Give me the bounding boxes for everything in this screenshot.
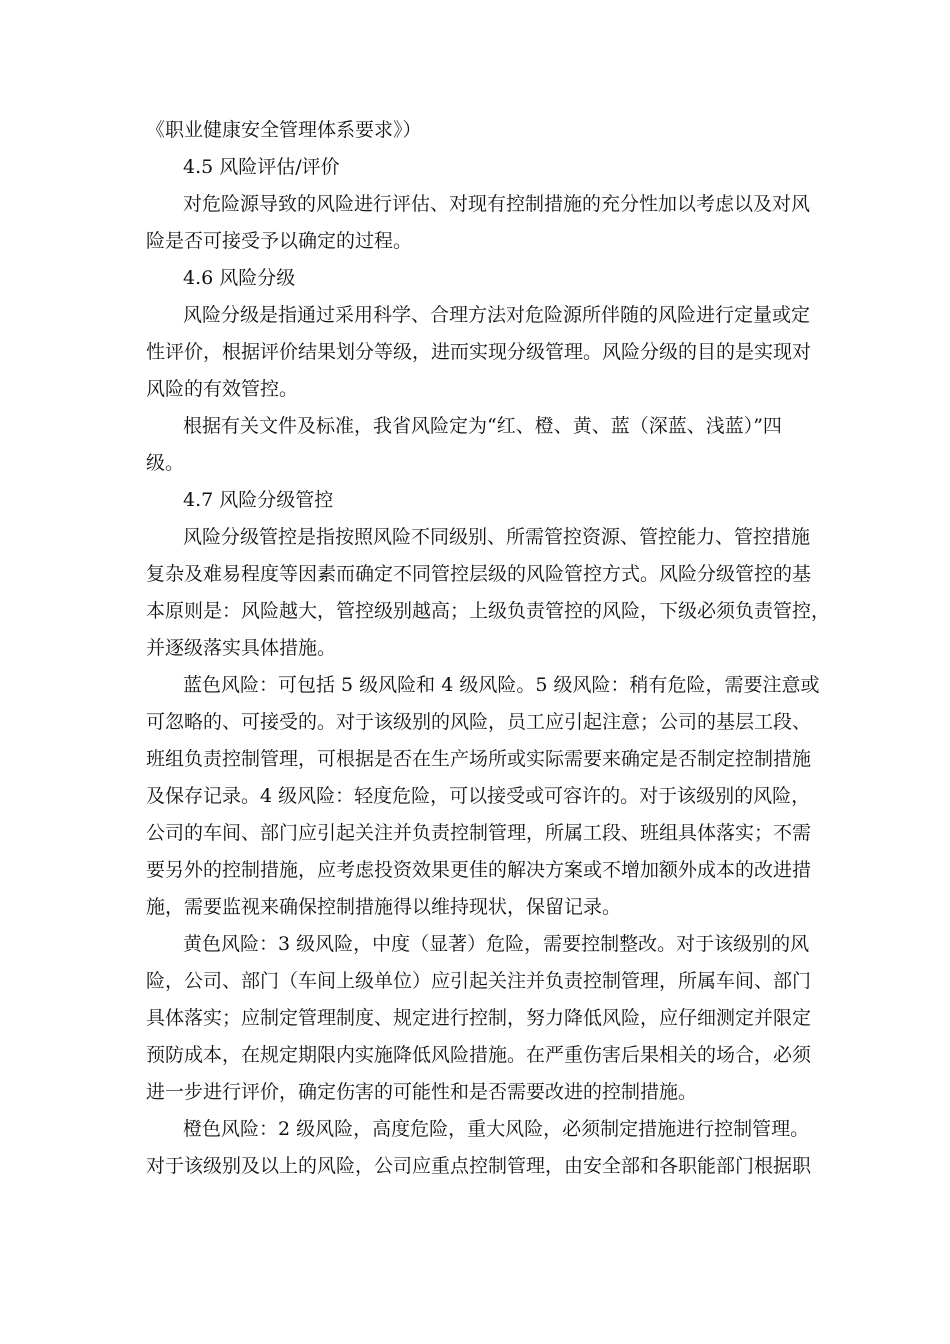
text-line: 风险分级管控是指按照风险不同级别、所需管控资源、管控能力、管控措施 [183,526,811,548]
text-line: 公司的车间、部门应引起关注并负责控制管理，所属工段、班组具体落实；不需 [146,822,812,844]
text-line: 可忽略的、可接受的。对于该级别的风险，员工应引起注意；公司的基层工段、 [146,711,812,733]
text-line: 进一步进行评价，确定伤害的可能性和是否需要改进的控制措施。 [146,1081,698,1103]
text-line: 施，需要监视来确保控制措施得以维持现状，保留记录。 [146,896,622,918]
text-line: 橙色风险：2 级风险，高度危险，重大风险，必须制定措施进行控制管理。 [183,1118,810,1140]
text-line: 复杂及难易程度等因素而确定不同管控层级的风险管控方式。风险分级管控的基 [146,563,812,585]
text-line: 及保存记录。4 级风险：轻度危险，可以接受或可容许的。对于该级别的风险， [146,785,811,807]
text-line: 风险的有效管控。 [146,378,299,400]
text-line: 对于该级别及以上的风险，公司应重点控制管理，由安全部和各职能部门根据职 [146,1155,812,1177]
section-heading-4-6: 4.6 风险分级 [183,267,296,289]
text-line: 本原则是：风险越大，管控级别越高；上级负责管控的风险，下级必须负责管控， [146,600,831,622]
text-line: 级。 [146,452,185,474]
text-line: 蓝色风险：可包括 5 级风险和 4 级风险。5 级风险：稍有危险，需要注意或 [183,674,820,696]
text-line: 黄色风险：3 级风险，中度（显著）危险，需要控制整改。对于该级别的风 [183,933,810,955]
text-line: 险是否可接受予以确定的过程。 [146,230,413,252]
section-heading-4-7: 4.7 风险分级管控 [183,489,334,511]
section-heading-4-5: 4.5 风险评估/评价 [183,156,340,178]
text-line: 险，公司、部门（车间上级单位）应引起关注并负责控制管理，所属车间、部门 [146,970,812,992]
text-line: 根据有关文件及标准，我省风险定为“红、橙、黄、蓝（深蓝、浅蓝）”四 [183,415,782,437]
text-line: 并逐级落实具体措施。 [146,637,337,659]
text-line: 要另外的控制措施，应考虑投资效果更佳的解决方案或不增加额外成本的改进措 [146,859,812,881]
text-line: 性评价，根据评价结果划分等级，进而实现分级管理。风险分级的目的是实现对 [146,341,812,363]
text-line: 风险分级是指通过采用科学、合理方法对危险源所伴随的风险进行定量或定 [183,304,811,326]
document-body [146,112,831,1185]
text-line: 对危险源导致的风险进行评估、对现有控制措施的充分性加以考虑以及对风 [183,193,811,215]
text-line: 《职业健康安全管理体系要求》） [146,119,422,141]
text-line: 具体落实；应制定管理制度、规定进行控制，努力降低风险，应仔细测定并限定 [146,1007,812,1029]
text-line: 预防成本，在规定期限内实施降低风险措施。在严重伤害后果相关的场合，必须 [146,1044,812,1066]
text-line: 班组负责控制管理，可根据是否在生产场所或实际需要来确定是否制定控制措施 [146,748,812,770]
